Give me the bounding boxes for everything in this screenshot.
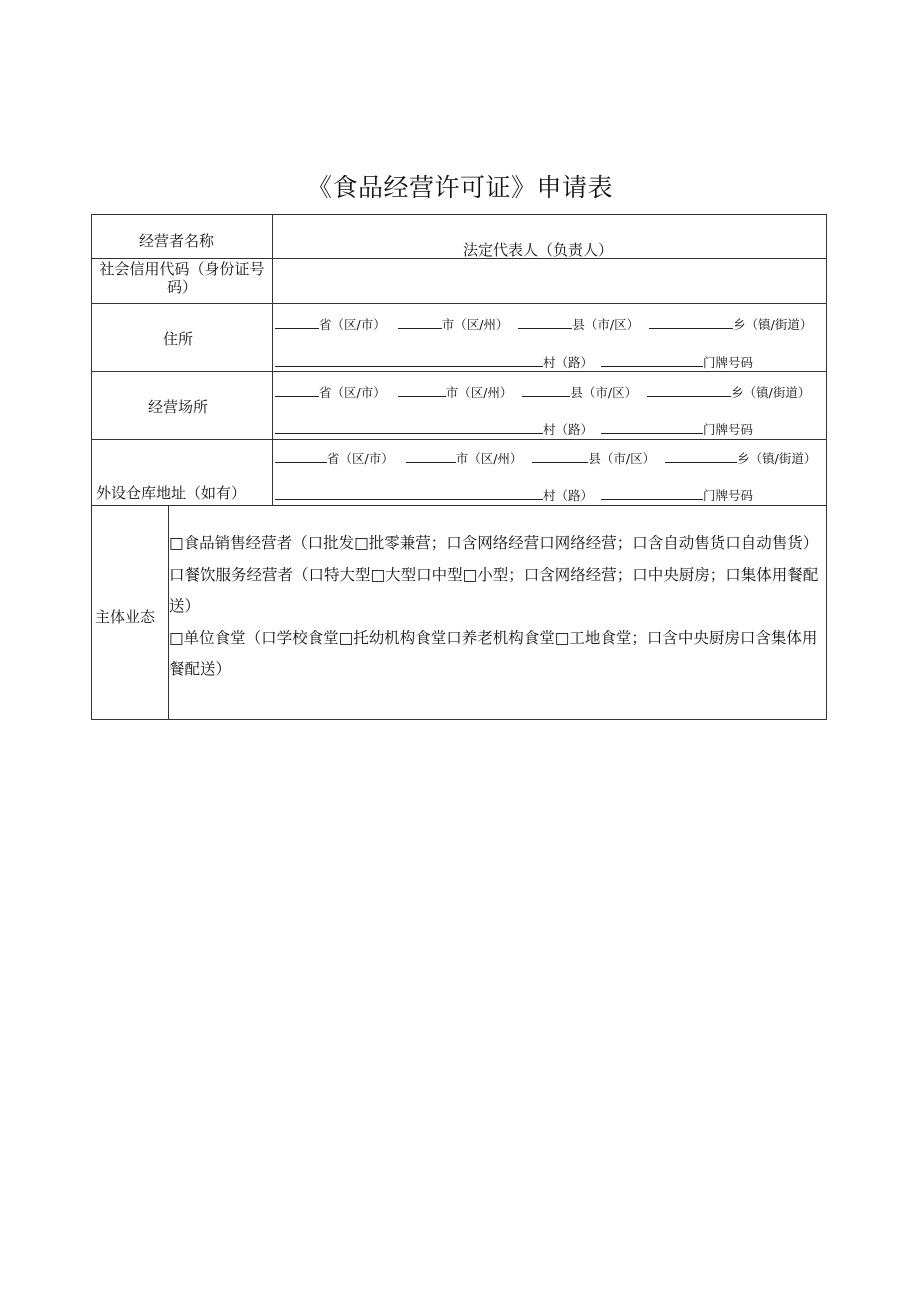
city-label: 市（区/州） [445,385,513,400]
village-label: 村（路） [543,488,594,503]
province-label: 省（区/市） [319,385,386,400]
township-label: 乡（镇/街道） [733,317,813,332]
warehouse-address-line-1[interactable] [275,449,816,467]
city-label: 市（区/州） [441,317,509,332]
catering-service-option[interactable]: 口餐饮服务经营者（口特大型□大型口中型□小型；口含网络经营；口中央厨房；口集体用餐配送） [169,565,819,615]
province-label: 省（区/市） [319,317,386,332]
page-title: 《食品经营许可证》申请表 [306,173,613,202]
premises-address-line-2[interactable] [275,420,753,438]
province-label: 省（区/市） [327,451,394,466]
residence-address-line-2[interactable] [275,353,753,371]
credit-code-field[interactable] [273,259,826,303]
residence-address-line-1[interactable] [275,315,812,333]
column-divider [272,214,273,505]
table-border [826,214,827,720]
house-number-label: 门牌号码 [703,355,754,370]
credit-code-label: 社会信用代码（身份证号码） [99,260,265,296]
township-label: 乡（镇/街道） [737,451,817,466]
operator-name-label: 经营者名称 [139,232,215,250]
township-label: 乡（镇/街道） [731,385,811,400]
business-type-label: 主体业态 [95,608,156,626]
county-label: 县（市/区） [572,317,640,332]
table-border [91,214,92,720]
village-label: 村（路） [543,355,594,370]
unit-canteen-option[interactable]: □单位食堂（口学校食堂□托幼机构食堂口养老机构食堂□工地食堂；口含中央厨房口含集体用餐配送） [169,628,818,678]
county-label: 县（市/区） [588,451,656,466]
residence-label: 住所 [163,330,194,348]
warehouse-label: 外设仓库地址（如有） [96,484,247,502]
application-form-table [91,214,827,720]
row-divider [91,439,827,440]
row-divider [91,505,827,506]
food-sales-option[interactable]: □食品销售经营者（口批发□批零兼营；口含网络经营口网络经营；口含自动售货口自动售货） [169,534,819,552]
city-label: 市（区/州） [455,451,523,466]
village-label: 村（路） [543,422,594,437]
house-number-label: 门牌号码 [703,422,754,437]
row-divider [91,371,827,372]
table-border [91,214,827,215]
warehouse-address-line-2[interactable] [275,486,753,504]
legal-representative-label: 法定代表人（负责人） [463,241,614,259]
county-label: 县（市/区） [570,385,638,400]
house-number-label: 门牌号码 [703,488,754,503]
table-border [91,719,827,720]
premises-label: 经营场所 [148,398,209,416]
row-divider [91,303,827,304]
premises-address-line-1[interactable] [275,383,810,401]
business-type-options [169,528,821,686]
